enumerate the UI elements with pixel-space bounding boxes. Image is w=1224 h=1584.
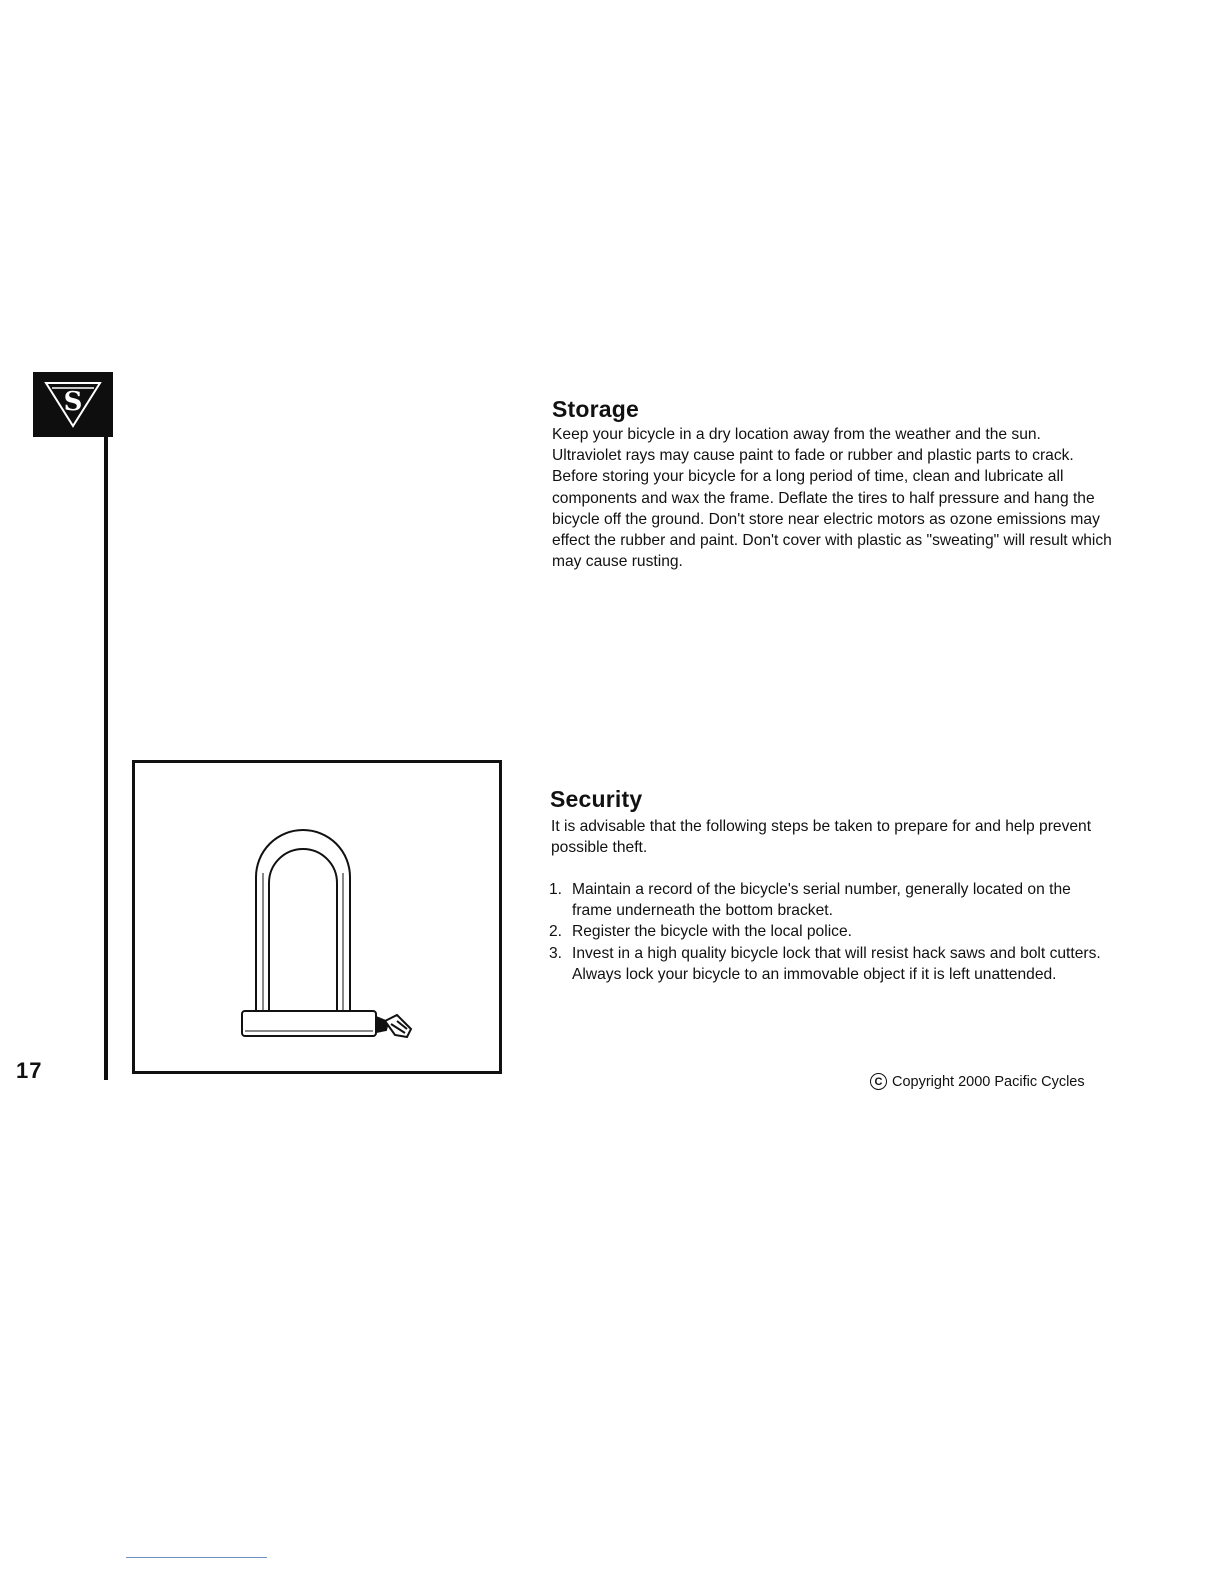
security-intro: It is advisable that the following steps be taken to prepare for and help prevent possible theft. [551,818,1092,857]
storage-heading: Storage [552,396,640,422]
copyright-notice [870,1073,1085,1090]
list-item [549,921,1109,942]
storage-paragraph: Before storing your bicycle for a long period of time, clean and lubricate all components and wax the frame. Deflate the tires to half pressure and hang the bicycle off the ground. Don't store near electric motors as ozone emissions may effect the rubber and paint. Don't cover with plastic as "sweating" will result which may cause rusting. [552,468,1112,571]
list-item [549,943,1109,985]
step-text: Maintain a record of the bicycle's serial number, generally located on the frame underneath the bottom bracket. [572,881,1071,920]
brand-logo [33,372,113,437]
u-lock-icon [135,763,505,1077]
step-text: Register the bicycle with the local police. [572,923,852,941]
logo-letter: S [63,387,83,417]
list-item [549,879,1109,921]
storage-paragraph: Keep your bicycle in a dry location away from the weather and the sun. Ultraviolet rays may cause paint to fade or rubber and plastic parts to crack. [552,426,1074,465]
security-heading: Security [550,786,643,812]
copyright-text: Copyright 2000 Pacific Cycles [892,1073,1085,1090]
step-number: 3. [549,944,563,962]
step-number: 2. [549,923,563,941]
step-text: Invest in a high quality bicycle lock that will resist hack saws and bolt cutters. Always lock your bicycle to an immovable object if it is left unattended. [572,944,1101,983]
step-number: 1. [549,881,563,898]
copyright-icon: C [870,1073,887,1090]
lock-figure [132,760,502,1074]
s-shield-logo-icon [43,378,103,430]
storage-body [552,424,1112,572]
security-steps-list [549,879,1109,985]
page-number: 17 [16,1058,43,1083]
side-rule [104,372,108,1080]
bottom-rule [126,1557,267,1558]
